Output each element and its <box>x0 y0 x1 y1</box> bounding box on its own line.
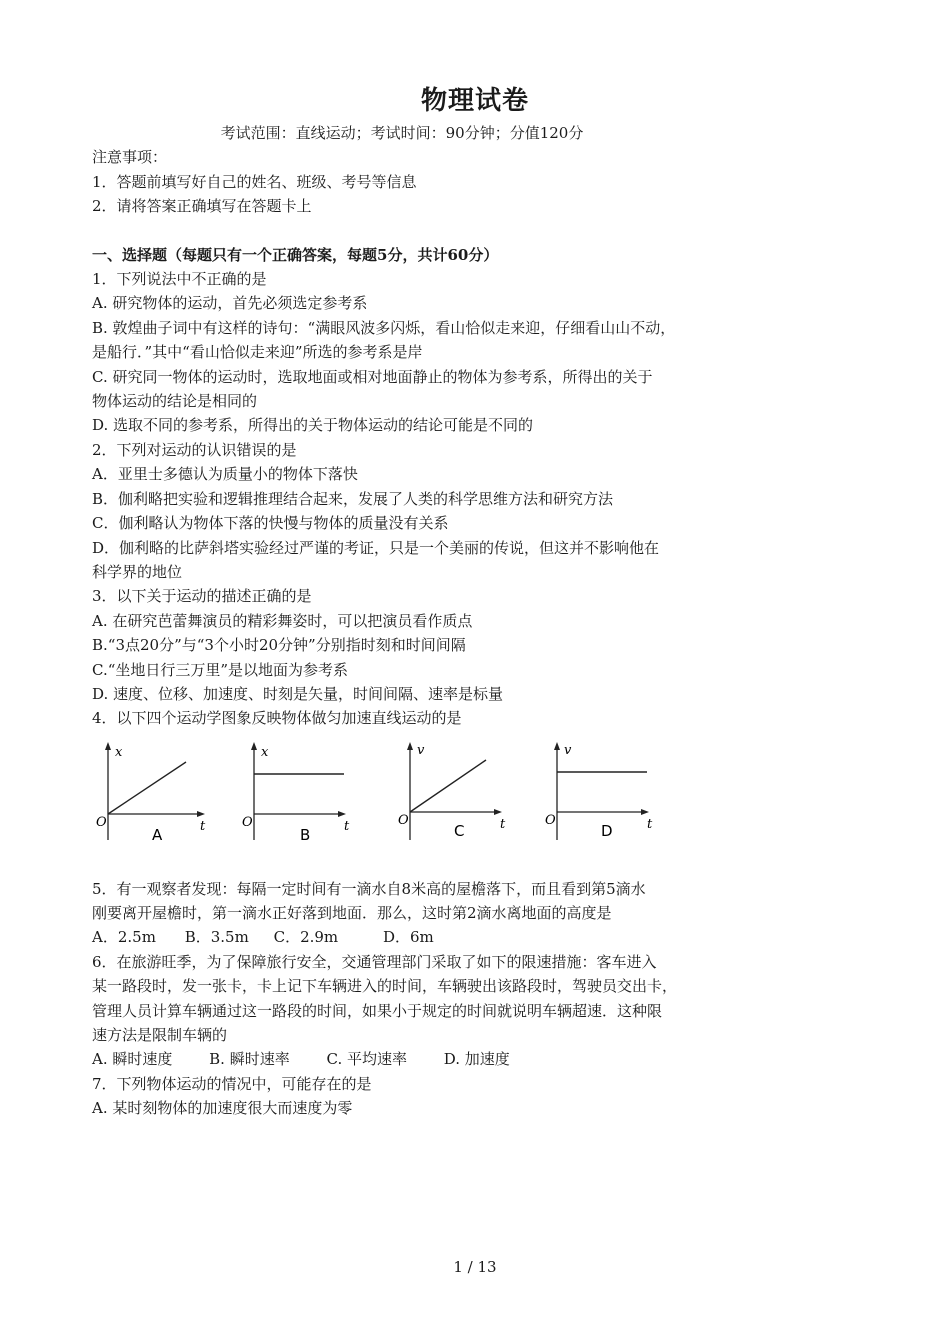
graph-caption: C <box>454 822 465 840</box>
option: A．2.5m <box>92 928 156 946</box>
section-heading: 一、选择题（每题只有一个正确答案，每题5分，共计60分） <box>92 246 499 264</box>
question-stem-continued: 某一路段时，发一张卡，卡上记下车辆进入的时间，车辆驶出该路段时，驾驶员交出卡， <box>92 977 678 995</box>
question-stem: 4．以下四个运动学图象反映物体做匀加速直线运动的是 <box>92 709 462 727</box>
question-stem: 5．有一观察者发现：每隔一定时间有一滴水自8米高的屋檐落下，而且看到第5滴水 <box>92 880 646 898</box>
option: D. 选取不同的参考系，所得出的关于物体运动的结论可能是不同的 <box>92 416 534 434</box>
option: D．伽利略的比萨斜塔实验经过严谨的考证，只是一个美丽的传说，但这并不影响他在 <box>92 539 660 557</box>
option: A. 在研究芭蕾舞演员的精彩舞姿时，可以把演员看作质点 <box>92 612 473 630</box>
question-stem: 3．以下关于运动的描述正确的是 <box>92 587 312 605</box>
graph-a-svg <box>96 732 256 852</box>
y-axis-label: x <box>261 745 269 760</box>
option: B．伽利略把实验和逻辑推理结合起来，发展了人类的科学思维方法和研究方法 <box>92 490 614 508</box>
options-row <box>92 927 434 947</box>
y-axis-arrow <box>407 742 413 750</box>
graph-d-svg <box>545 732 705 852</box>
option-continued: 是船行．”其中“看山恰似走来迎”所选的参考系是岸 <box>92 343 423 361</box>
graph-line <box>108 762 186 814</box>
graph-caption: D <box>601 822 613 840</box>
question-stem: 2．下列对运动的认识错误的是 <box>92 441 297 459</box>
note-item: 2．请将答案正确填写在答题卡上 <box>92 197 312 215</box>
option: C. 平均速率 <box>326 1050 407 1068</box>
x-axis-label: t <box>200 819 206 834</box>
x-axis-arrow <box>338 811 346 817</box>
option: A. 某时刻物体的加速度很大而速度为零 <box>92 1099 353 1117</box>
x-axis-label: t <box>647 817 653 832</box>
x-axis-label: t <box>344 819 350 834</box>
option: C. 研究同一物体的运动时，选取地面或相对地面静止的物体为参考系，所得出的关于 <box>92 368 653 386</box>
origin-label: O <box>398 813 409 828</box>
option: D. 加速度 <box>443 1050 510 1068</box>
y-axis-label: v <box>417 743 425 758</box>
origin-label: O <box>545 813 556 828</box>
option: B.“3点20分”与“3个小时20分钟”分别指时刻和时间间隔 <box>92 636 466 654</box>
x-axis-arrow <box>641 809 649 815</box>
exam-info: 考试范围：直线运动；考试时间：90分钟；分值120分 <box>220 124 584 142</box>
origin-label: O <box>96 815 107 830</box>
y-axis-arrow <box>554 742 560 750</box>
option: B. 瞬时速率 <box>209 1050 290 1068</box>
graph-d <box>545 732 705 852</box>
page-title: 物理试卷 <box>420 86 529 116</box>
option: A. 研究物体的运动，首先必须选定参考系 <box>92 294 368 312</box>
option: C．2.9m <box>273 928 339 946</box>
graph-line <box>410 760 486 812</box>
x-axis-arrow <box>494 809 502 815</box>
option: A．亚里士多德认为质量小的物体下落快 <box>92 465 358 483</box>
graph-a <box>96 732 256 852</box>
question-stem-continued: 管理人员计算车辆通过这一路段的时间，如果小于规定的时间就说明车辆超速．这种限 <box>92 1002 663 1020</box>
option-continued: 物体运动的结论是相同的 <box>92 392 258 410</box>
option: C.“坐地日行三万里”是以地面为参考系 <box>92 661 349 679</box>
origin-label: O <box>242 815 253 830</box>
option: D．6m <box>382 928 434 946</box>
question-stem: 7．下列物体运动的情况中，可能存在的是 <box>92 1075 372 1093</box>
option: D. 速度、位移、加速度、时刻是矢量，时间间隔、速率是标量 <box>92 685 504 703</box>
notes-heading: 注意事项： <box>92 148 168 166</box>
x-axis-arrow <box>197 811 205 817</box>
option-continued: 科学界的地位 <box>92 563 183 581</box>
y-axis-arrow <box>105 742 111 750</box>
y-axis-label: v <box>564 743 572 758</box>
graph-b-svg <box>242 732 402 852</box>
question-stem: 1．下列说法中不正确的是 <box>92 270 267 288</box>
graph-c-svg <box>398 732 558 852</box>
page-number: 1 / 13 <box>453 1258 497 1276</box>
x-axis-label: t <box>500 817 506 832</box>
graph-c <box>398 732 558 852</box>
question-stem-continued: 速方法是限制车辆的 <box>92 1026 228 1044</box>
question-stem: 6．在旅游旺季，为了保障旅行安全，交通管理部门采取了如下的限速措施：客车进入 <box>92 953 657 971</box>
y-axis-label: x <box>115 745 123 760</box>
note-item: 1．答题前填写好自己的姓名、班级、考号等信息 <box>92 173 417 191</box>
option: B. 敦煌曲子词中有这样的诗句：“满眼风波多闪烁，看山恰似走来迎，仔细看山山不动， <box>92 319 676 337</box>
option: B．3.5m <box>184 928 249 946</box>
graph-caption: B <box>300 826 311 844</box>
option: A. 瞬时速度 <box>92 1050 173 1068</box>
options-row <box>92 1049 510 1069</box>
graph-caption: A <box>152 826 163 844</box>
y-axis-arrow <box>251 742 257 750</box>
graph-b <box>242 732 402 852</box>
question-stem-continued: 刚要离开屋檐时，第一滴水正好落到地面．那么，这时第2滴水离地面的高度是 <box>92 904 612 922</box>
option: C．伽利略认为物体下落的快慢与物体的质量没有关系 <box>92 514 449 532</box>
